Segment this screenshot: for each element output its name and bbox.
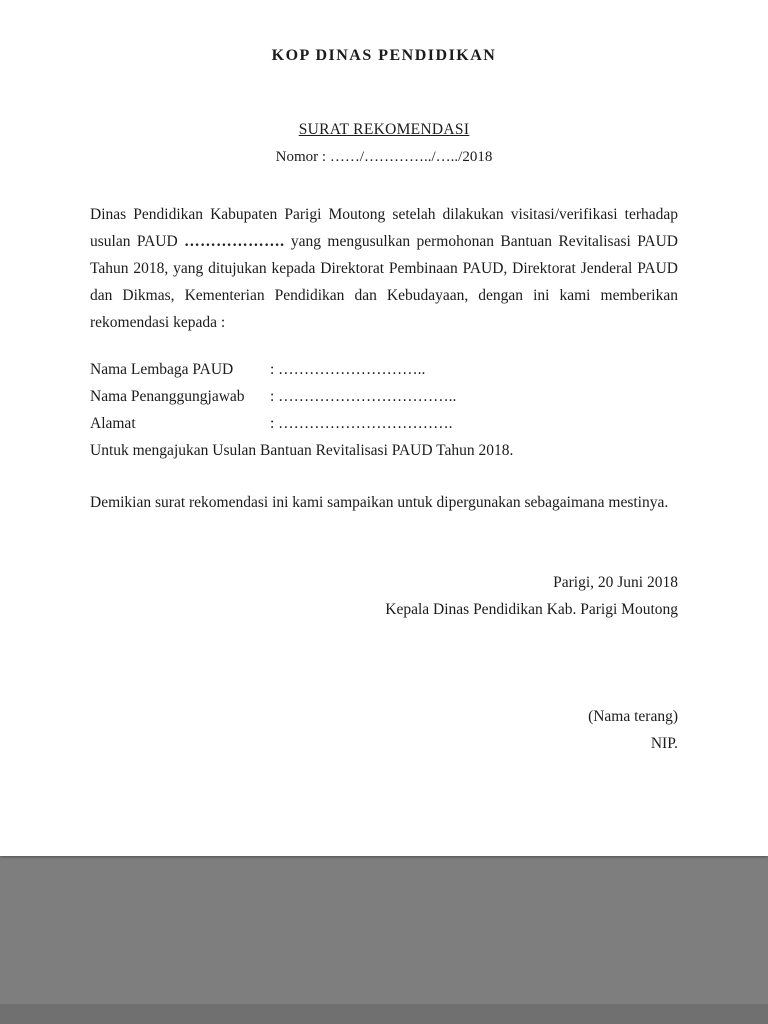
- field-row-alamat: [90, 410, 678, 437]
- signature-place-date: Parigi, 20 Juni 2018: [553, 574, 678, 591]
- viewer-background: [0, 856, 768, 1004]
- signature-block: [90, 569, 678, 757]
- field-row-penanggungjawab: [90, 383, 678, 410]
- letter-number: Nomor : ……/…………../…../2018: [275, 149, 493, 165]
- signature-name-placeholder: (Nama terang): [588, 708, 678, 725]
- opening-paragraph: [90, 201, 678, 336]
- signature-signer-title: Kepala Dinas Pendidikan Kab. Parigi Moutong: [385, 601, 678, 618]
- field-label-nama-lembaga: Nama Lembaga PAUD: [90, 361, 234, 378]
- letterhead-title: KOP DINAS PENDIDIKAN: [271, 47, 497, 64]
- field-value-nama-lembaga: : ………………………..: [270, 361, 426, 378]
- field-label-alamat: Alamat: [90, 415, 136, 432]
- opening-part1: Dinas Pendidikan Kabupaten Parigi Moutong setelah dilakukan visitasi/verifikasi terhadap usulan PAUD: [90, 206, 678, 250]
- letter-title: SURAT REKOMENDASI: [298, 121, 470, 138]
- signature-nip: NIP.: [650, 735, 678, 752]
- field-value-penanggungjawab: : ……………………………..: [270, 388, 457, 405]
- purpose-line: Untuk mengajukan Usulan Bantuan Revitalisasi PAUD Tahun 2018.: [90, 442, 514, 459]
- opening-part2: yang mengusulkan permohonan Bantuan Revitalisasi PAUD Tahun 2018, yang ditujukan kepada Direktorat Pembinaan PAUD, Direktorat Jenderal PAUD dan Dikmas, Kementerian Pendidikan dan Kebudayaan, dengan ini kami memberikan rekomendasi kepada :: [90, 233, 678, 331]
- recipient-fields: [90, 356, 678, 464]
- closing-line: Demikian surat rekomendasi ini kami sampaikan untuk dipergunakan sebagaimana mestinya.: [90, 494, 669, 511]
- field-row-nama-lembaga: [90, 356, 678, 383]
- viewer-bottom-strip: [0, 1004, 768, 1024]
- opening-dots-placeholder: ……………….: [184, 233, 285, 250]
- field-value-alamat: : …………………………….: [270, 415, 453, 432]
- field-label-penanggungjawab: Nama Penanggungjawab: [90, 388, 245, 405]
